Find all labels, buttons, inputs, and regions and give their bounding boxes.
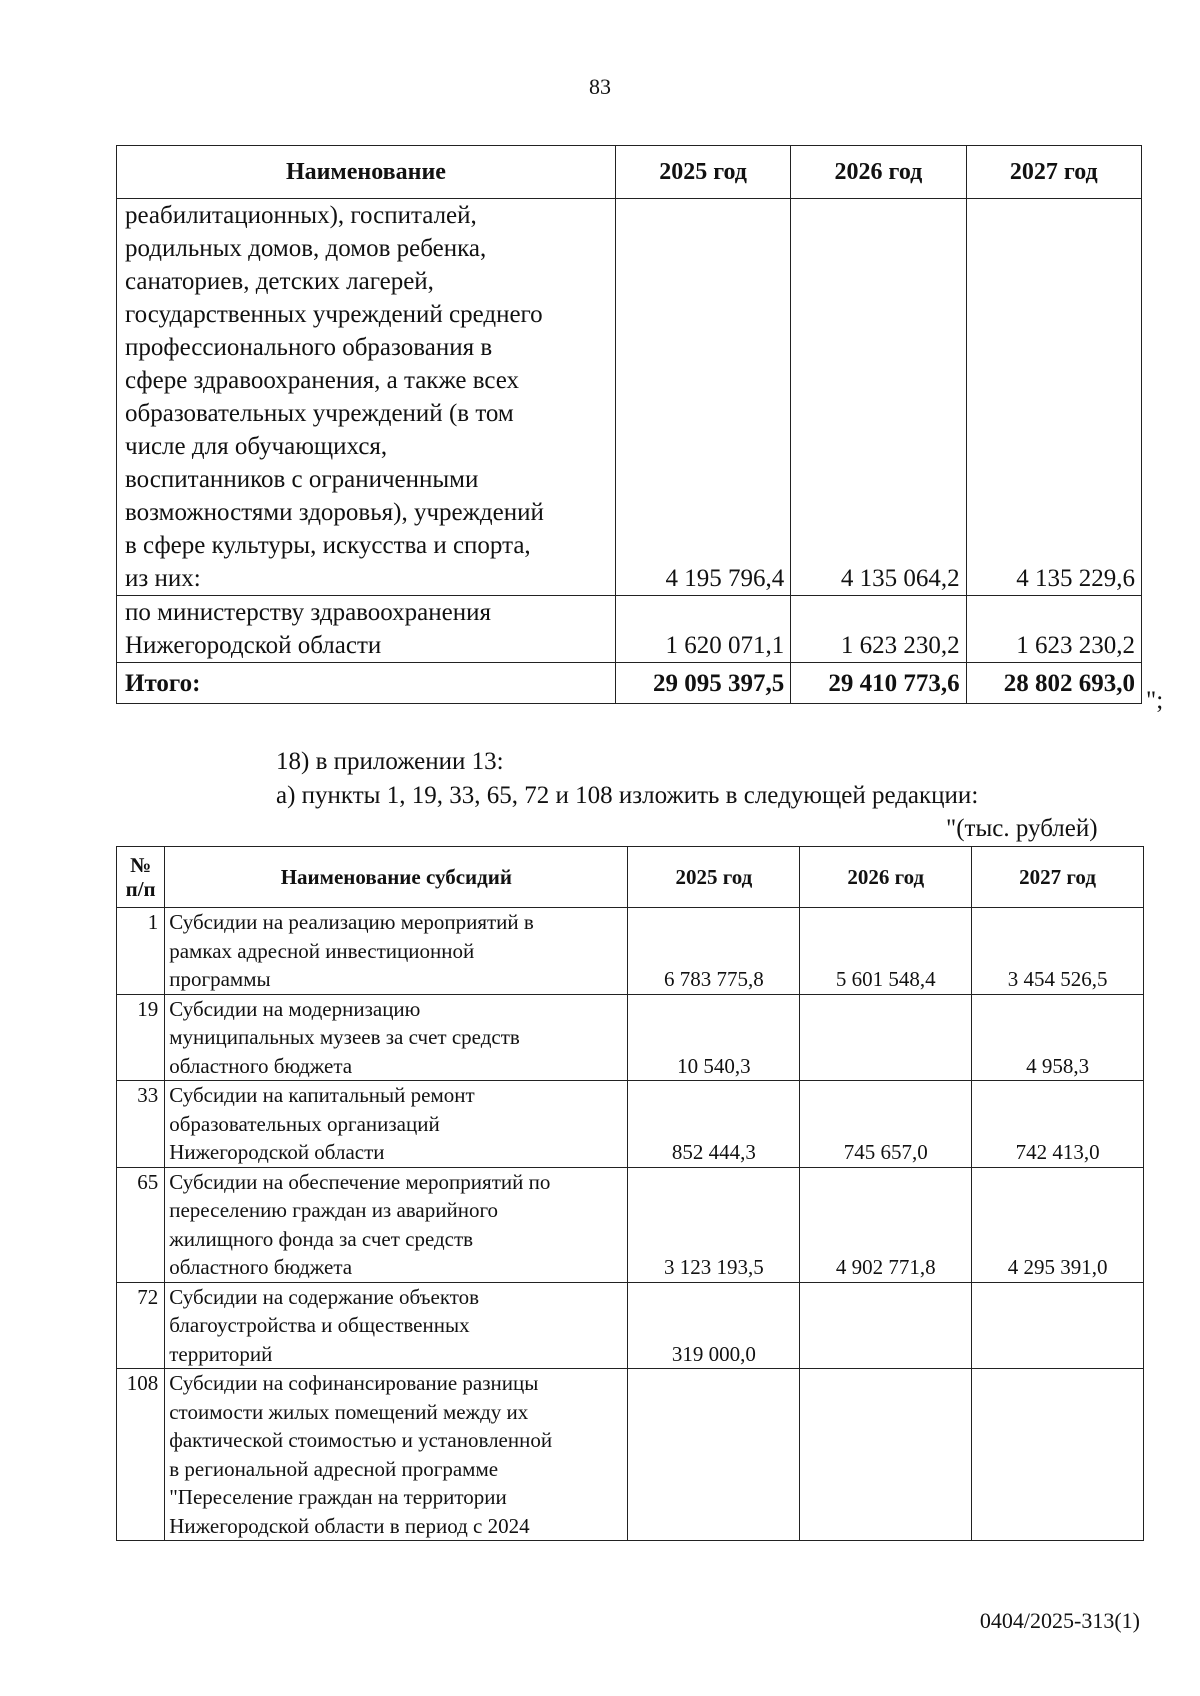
value-2025: 3 123 193,5 (628, 1167, 800, 1282)
value-2025: 852 444,3 (628, 1081, 800, 1168)
table-row (117, 596, 1142, 663)
name-line: Субсидии на содержание объектов (169, 1284, 480, 1309)
name-line: в региональной адресной программе (169, 1456, 499, 1481)
value-2025: 319 000,0 (628, 1282, 800, 1369)
value-2027: 742 413,0 (972, 1081, 1144, 1168)
value-2027: 4 958,3 (972, 994, 1144, 1081)
subsidy-name (165, 994, 628, 1081)
value-2026: 745 657,0 (800, 1081, 972, 1168)
name-line: Субсидии на обеспечение мероприятий по (169, 1169, 551, 1194)
document-code: 0404/2025-313(1) (979, 1608, 1140, 1633)
subsidy-name (165, 1369, 628, 1541)
table1-header-2025: 2025 год (615, 146, 790, 199)
name-line: жилищного фонда за счет средств (169, 1226, 474, 1251)
table-row (117, 1167, 1144, 1282)
value-2026: 4 135 064,2 (791, 199, 966, 596)
value-2026: 4 902 771,8 (800, 1167, 972, 1282)
name-line: реабилитационных), госпиталей, (125, 202, 477, 229)
unit-label: "(тыс. рублей) (946, 815, 1098, 842)
name-line: "Переселение граждан на территории (169, 1485, 507, 1509)
name-line: из них: (125, 565, 201, 592)
name-line: санаториев, детских лагерей, (125, 268, 434, 295)
table-row (117, 1369, 1144, 1541)
row-number: 72 (117, 1282, 165, 1369)
subsidy-name (165, 908, 628, 995)
name-line: в сфере культуры, искусства и спорта, (125, 532, 531, 559)
value-2026 (800, 1282, 972, 1369)
name-line: Нижегородской области (125, 632, 382, 659)
name-line: Субсидии на софинансирование разницы (169, 1371, 539, 1395)
name-line: областного бюджета (169, 1053, 353, 1078)
value-2027: 4 135 229,6 (966, 199, 1141, 596)
total-label: Итого: (117, 663, 616, 704)
subsidy-name (165, 1282, 628, 1369)
name-line: возможностями здоровья), учреждений (125, 499, 544, 526)
table-row (117, 994, 1144, 1081)
name-line: числе для обучающихся, (125, 433, 388, 460)
value-2027 (972, 1282, 1144, 1369)
name-line: Субсидии на модернизацию (169, 996, 421, 1021)
value-2026: 1 623 230,2 (791, 596, 966, 663)
value-2025 (628, 1369, 800, 1541)
table2-header-2027: 2027 год (972, 847, 1144, 908)
total-2026: 29 410 773,6 (791, 663, 966, 704)
value-2027: 1 623 230,2 (966, 596, 1141, 663)
name-line: профессионального образования в (125, 334, 493, 361)
name-line: рамках адресной инвестиционной (169, 938, 475, 963)
row-name (117, 596, 616, 663)
table2-header-2025: 2025 год (628, 847, 800, 908)
value-2025: 10 540,3 (628, 994, 800, 1081)
name-line: воспитанников с ограниченными (125, 466, 479, 493)
paragraph-items: а) пункты 1, 19, 33, 65, 72 и 108 изложить в следующей редакции: (276, 782, 979, 809)
name-line: родильных домов, домов ребенка, (125, 235, 487, 262)
name-line: стоимости жилых помещений между их (169, 1399, 529, 1424)
name-line: Нижегородской области в период с 2024 (169, 1513, 530, 1538)
row-number: 33 (117, 1081, 165, 1168)
name-line: Субсидии на реализацию мероприятий в (169, 910, 534, 934)
closing-quote: "; (1146, 687, 1164, 714)
table1-header-2027: 2027 год (966, 146, 1141, 199)
name-line: сфере здравоохранения, а также всех (125, 367, 520, 394)
paragraph-appendix: 18) в приложении 13: (276, 748, 504, 775)
total-2025: 29 095 397,5 (615, 663, 790, 704)
total-2027: 28 802 693,0 (966, 663, 1141, 704)
name-line: государственных учреждений среднего (125, 301, 543, 328)
name-line: благоустройства и общественных (169, 1313, 470, 1337)
value-2027 (972, 1369, 1144, 1541)
name-line: фактической стоимостью и установленной (169, 1428, 553, 1452)
table1-header-row (117, 146, 1142, 199)
table2-header-row (117, 847, 1144, 908)
name-line: переселению граждан из аварийного (169, 1198, 499, 1222)
row-name (117, 199, 616, 596)
name-line: областного бюджета (169, 1255, 353, 1279)
table1-total-row (117, 663, 1142, 704)
value-2027: 3 454 526,5 (972, 908, 1144, 995)
value-2027: 4 295 391,0 (972, 1167, 1144, 1282)
name-line: муниципальных музеев за счет средств (169, 1025, 520, 1049)
header-no-abbr: п/п (125, 877, 156, 901)
page-number: 83 (589, 74, 611, 99)
name-line: Нижегородской области (169, 1140, 385, 1164)
row-number: 108 (117, 1369, 165, 1541)
name-line: территорий (169, 1341, 273, 1366)
table2-header-2026: 2026 год (800, 847, 972, 908)
table-subsidies (116, 846, 1144, 1541)
value-2025: 4 195 796,4 (615, 199, 790, 596)
table-budget-continuation (116, 145, 1142, 704)
table-row (117, 908, 1144, 995)
table1-header-2026: 2026 год (791, 146, 966, 199)
value-2026 (800, 994, 972, 1081)
header-no-symbol: № (130, 853, 152, 877)
subsidy-name (165, 1167, 628, 1282)
table-row (117, 1081, 1144, 1168)
name-line: программы (169, 967, 271, 991)
table1-header-name: Наименование (117, 146, 616, 199)
name-line: образовательных учреждений (в том (125, 400, 514, 427)
table2-header-no (117, 847, 165, 908)
value-2026 (800, 1369, 972, 1541)
value-2025: 6 783 775,8 (628, 908, 800, 995)
table-row (117, 199, 1142, 596)
row-number: 1 (117, 908, 165, 995)
name-line: образовательных организаций (169, 1111, 440, 1136)
row-number: 19 (117, 994, 165, 1081)
name-line: Субсидии на капитальный ремонт (169, 1083, 475, 1107)
value-2025: 1 620 071,1 (615, 596, 790, 663)
table2-header-name: Наименование субсидий (165, 847, 628, 908)
name-line: по министерству здравоохранения (125, 599, 492, 626)
row-number: 65 (117, 1167, 165, 1282)
value-2026: 5 601 548,4 (800, 908, 972, 995)
table-row (117, 1282, 1144, 1369)
subsidy-name (165, 1081, 628, 1168)
